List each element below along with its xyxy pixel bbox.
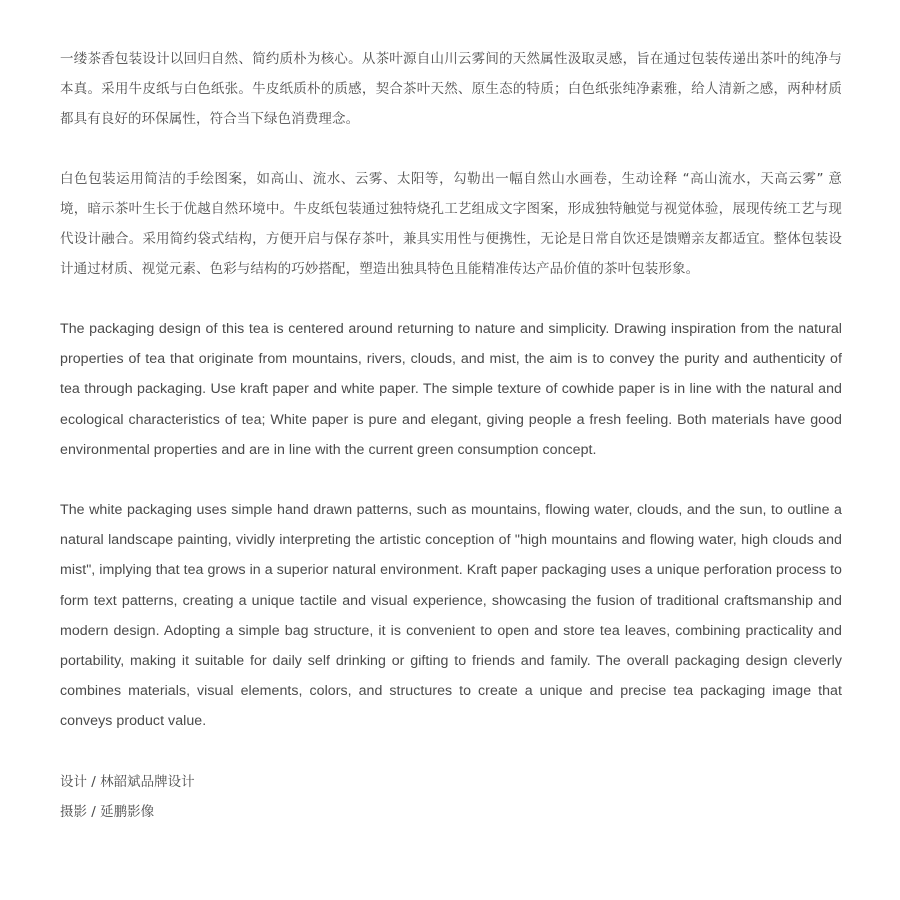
paragraph-zh-intro: 一缕茶香包装设计以回归自然、简约质朴为核心。从茶叶源自山川云雾间的天然属性汲取灵感，旨在通过包装传递出茶叶的纯净与本真。采用牛皮纸与白色纸张。牛皮纸质朴的质感，契合茶叶天然、原生态的特质；白色纸张纯净素雅，给人清新之感，两种材质都具有良好的环保属性，符合当下绿色消费理念。 (60, 51, 842, 127)
paragraph-gap (60, 134, 842, 164)
paragraph-en-intro: The packaging design of this tea is centered around returning to nature and simplicity. Drawing inspiration from the natural properties of tea that originate from mountains, rivers, clouds, and mist, the aim is to convey the purity and authenticity of tea through packaging. Use kraft paper and white paper. The simple texture of cowhide paper is in line with the natural and ecological characteristics of tea; White paper is pure and elegant, giving people a fresh feeling. Both materials have good environmental properties and are in line with the current green consumption concept. (60, 321, 842, 458)
credits (60, 767, 842, 827)
credit-photo: 摄影 / 延鹏影像 (60, 803, 155, 820)
credit-design: 设计 / 林韶斌品牌设计 (60, 773, 195, 790)
paragraph-en-detail: The white packaging uses simple hand drawn patterns, such as mountains, flowing water, clouds, and the sun, to outline a natural landscape painting, vividly interpreting the artistic conception of "high mountains and flowing water, high clouds and mist", implying that tea grows in a superior natural environment. Kraft paper packaging uses a unique perforation process to form text patterns, creating a unique tactile and visual experience, showcasing the fusion of traditional craftsmanship and modern design. Adopting a simple bag structure, it is convenient to open and store tea leaves, combining practicality and portability, making it suitable for daily self drinking or gifting to friends and family. The overall packaging design cleverly combines materials, visual elements, colors, and structures to create a unique and precise tea packaging image that conveys product value. (60, 502, 842, 730)
paragraph-gap (60, 284, 842, 314)
article-body (60, 44, 842, 827)
paragraph-gap (60, 465, 842, 495)
paragraph-zh-detail: 白色包装运用简洁的手绘图案，如高山、流水、云雾、太阳等，勾勒出一幅自然山水画卷，生动诠释 “高山流水，天高云雾” 意境，暗示茶叶生长于优越自然环境中。牛皮纸包装通过独特烧孔工艺组成文字图案，形成独特触觉与视觉体验，展现传统工艺与现代设计融合。采用简约袋式结构，方便开启与保存茶叶，兼具实用性与便携性，无论是日常自饮还是馈赠亲友都适宜。整体包装设计通过材质、视觉元素、色彩与结构的巧妙搭配，塑造出独具特色且能精准传达产品价值的茶叶包装形象。 (60, 171, 842, 277)
